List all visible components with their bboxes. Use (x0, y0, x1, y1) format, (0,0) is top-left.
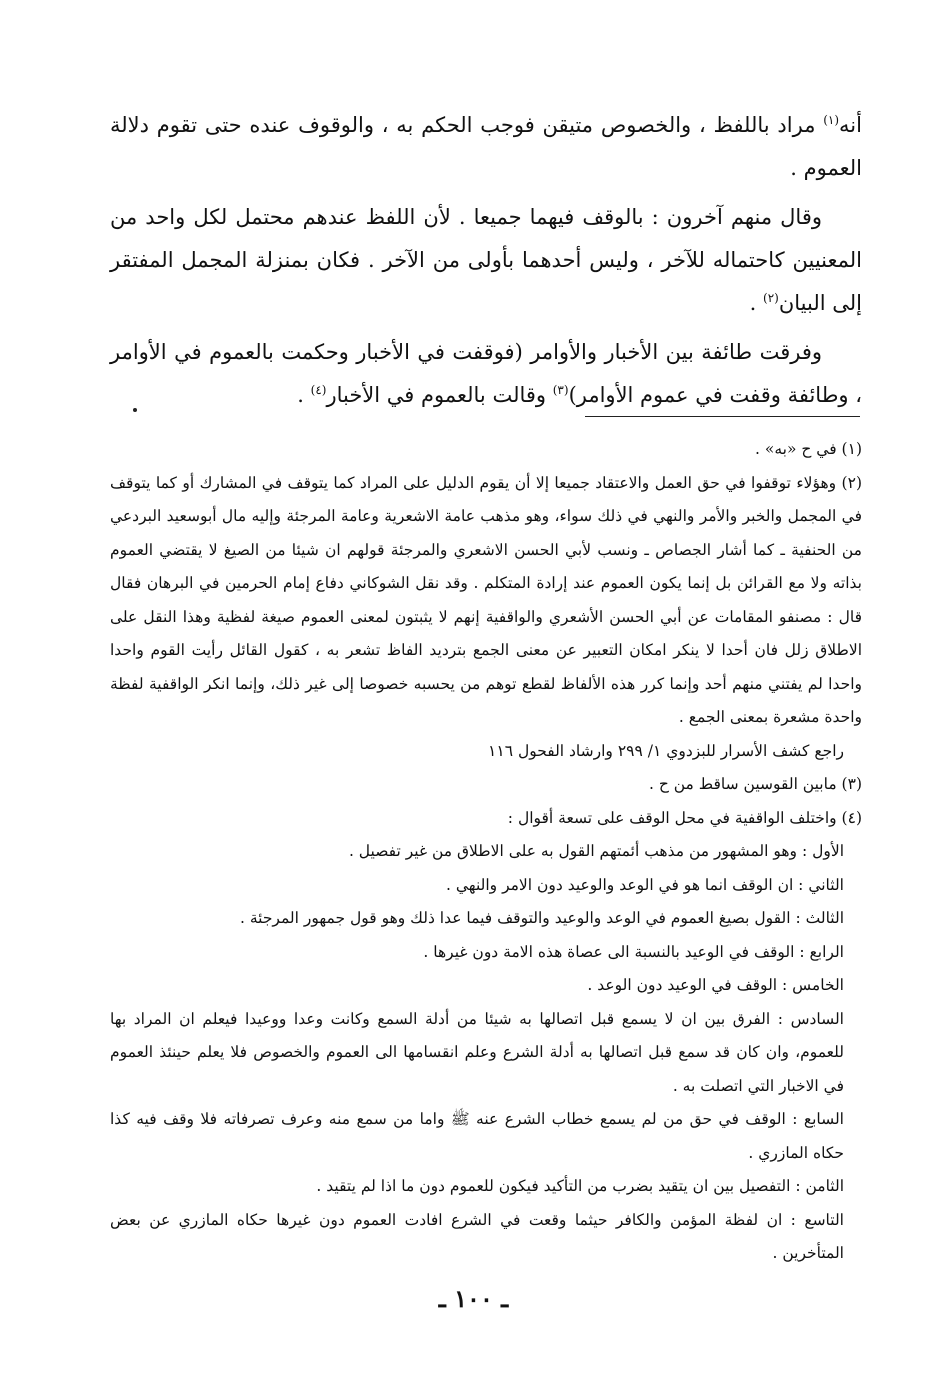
footnote-1: (١) في ح «به» . (755, 440, 862, 458)
footnote-marker-1: (١) (823, 113, 840, 127)
footnote-marker-3: (٣) (552, 383, 569, 397)
footnote-3: (٣) مابين القوسين ساقط من ح . (648, 775, 862, 793)
para1-before: أنه (839, 113, 862, 137)
footnote-marker-2: (٢) (763, 291, 779, 305)
paragraph-2 (110, 196, 862, 325)
para3-before: وفرقت طائفة بين الأخبار والأوامر (فوقفت في الأخبار وحكمت بالعموم في الأوامر ، وطائفة وقفت في عموم الأوامر) (110, 340, 862, 407)
opinion-item: السابع : الوقف في حق من لم يسمع خطاب الشرع عنه ﷺ واما من سمع منه وعرف تصرفاته فلا وقف فيه كذا حكاه المازري . (110, 1110, 844, 1162)
para2-after: . (749, 291, 764, 315)
opinion-item: التاسع : ان لفظة المؤمن والكافر حيثما وقعت في الشرع افادت العموم دون غيرها حكاه المازري عن بعض المتأخرين . (110, 1210, 844, 1262)
opinion-item: الثالث : القول بصيغ العموم في الوعد والوعيد والتوقف فيما عدا ذلك وهو قول جمهور المرجئة . (239, 909, 844, 927)
para1-after: مراد باللفظ ، والخصوص متيقن فوجب الحكم به ، والوقوف عنده حتى تقوم دلالة العموم . (110, 113, 862, 180)
opinion-item: السادس : الفرق بين ان لا يسمع قبل اتصالها به شيئا من أدلة السمع وكانت وعدا ووعيدا فيعلم ان المراد بها للعموم، وان كان قد سمع قبل اتصالها به أدلة الشرع وعلم انقسامها الى العموم والخصوص فلا يعلم حينئذ العموم في الاخبار التي اتصلت به . (110, 1009, 845, 1095)
opinion-item: الخامس : الوقف في الوعيد دون الوعد . (587, 976, 844, 994)
opinion-item: الرابع : الوقف في الوعيد بالنسبة الى عصاة هذه الامة دون غيرها . (423, 942, 844, 961)
para3-after: . (297, 383, 311, 407)
footnote-2-reference: راجع كشف الأسرار للبزدوي ١/ ٢٩٩ وارشاد الفحول ١١٦ (488, 741, 844, 760)
para2-before: وقال منهم آخرون : بالوقف فيهما جميعا . لأن اللفظ عندهم محتمل لكل واحد من المعنيين كاحتماله للآخر ، وليس أحدهما بأولى من الآخر . فكان بمنزلة المجمل المفتقر إلى البيان (110, 205, 862, 315)
footnotes (110, 433, 862, 1271)
opinion-item: الأول : وهو المشهور من مذهب أئمتهم القول به على الاطلاق من غير تفصيل . (348, 842, 844, 860)
opinion-item: الثاني : ان الوقف انما هو في الوعد والوعيد دون الامر والنهي . (446, 875, 844, 894)
page-number: ـ ١٠٠ ـ (438, 1284, 509, 1313)
paragraph-3 (110, 331, 862, 417)
footnote-2: (٢) وهؤلاء توقفوا في حق العمل والاعتقاد جميعا إلا أن يقوم الدليل على المراد كما يتوقف في المشارك أو كما يتوقف في المجمل والخبر والأمر والنهي في ذلك سواء، وهو مذهب عامة الاشعرية وعامة المرجئة وإليه مال أبوسعيد البردعي من الحنفية ـ كما أشار الجصاص ـ ونسب لأبي الحسن الاشعري والمرجئة قولهم ان شيئا من الصيغ لا يقتضي العموم بذاته ولا مع القرائن بل إنما يكون العموم عند إرادة المتكلم . وقد نقل الشوكاني دفاع إمام الحرمين في البرهان فقال قال : مصنفو المقامات عن أبي الحسن الأشعري والواقفية إنهم لا يثبتون لمعنى العموم صيغة لفظية وهذا النقل على الاطلاق زلل فان أحدا لا ينكر امكان التعبير عن معنى الجمع بترديد الفاظ تشعر به ، كقول القائل رأيت القوم واحدا واحدا لم يفتني منهم أحد وإنما كرر هذه الألفاظ لقطع توهم من يحسبه خصوصا إلى غير ذلك، وإنما انكر الواقفية لفظة واحدة مشعرة بمعنى الجمع . (110, 473, 862, 726)
footnote-separator (585, 416, 860, 417)
opinion-item: الثامن : التفصيل بين ان يتقيد بضرب من التأكيد فيكون للعموم دون ما اذا لم يتقيد . (316, 1177, 844, 1195)
stray-dot (133, 408, 137, 412)
main-text (110, 104, 862, 423)
footnote-marker-4: (٤) (310, 383, 327, 397)
paragraph-1 (110, 104, 862, 190)
footnote-4-intro: (٤) واختلف الواقفية في محل الوقف على تسعة أقوال : (507, 808, 862, 827)
para3-middle: وقالت بالعموم في الأخبار (326, 383, 553, 407)
